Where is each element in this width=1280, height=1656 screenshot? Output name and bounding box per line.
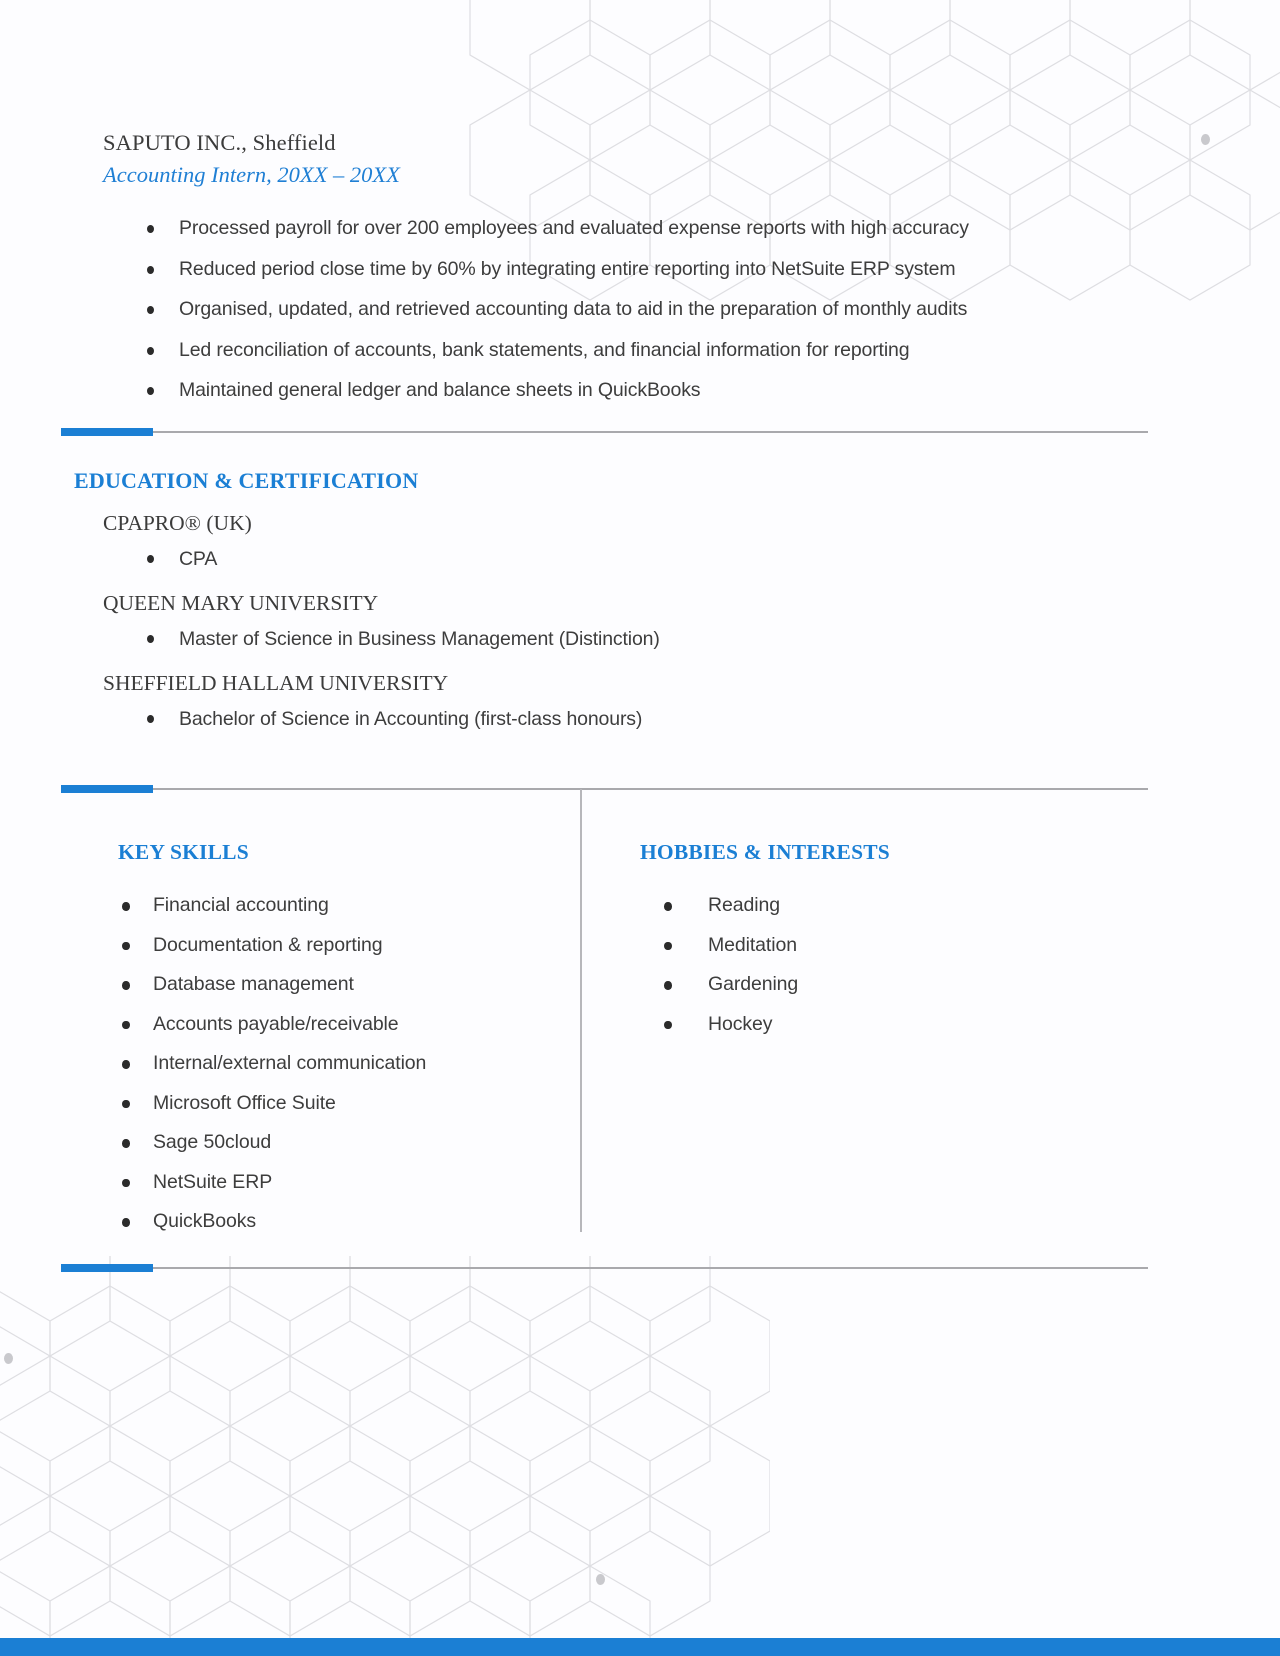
list-item: Accounts payable/receivable — [118, 1005, 558, 1045]
hobbies-section — [640, 840, 1080, 1044]
key-skills-list — [118, 886, 558, 1242]
education-institution: CPAPRO® (UK) — [103, 511, 252, 535]
footer-accent-bar — [0, 1638, 1280, 1656]
divider-accent-stub — [61, 1264, 153, 1272]
list-item: Reduced period close time by 60% by integrating entire reporting into NetSuite ERP system — [103, 249, 1160, 290]
hobbies-list — [640, 886, 1080, 1044]
divider-rule — [61, 1267, 1148, 1269]
experience-bullet-list — [103, 208, 1160, 411]
education-institution: SHEFFIELD HALLAM UNIVERSITY — [103, 671, 449, 696]
key-skills-section — [118, 840, 558, 1242]
education-institution: QUEEN MARY UNIVERSITY — [103, 591, 379, 616]
list-item: CPA — [103, 542, 1160, 576]
education-bullet-list — [103, 542, 1160, 576]
list-item: Gardening — [640, 965, 1080, 1005]
section-heading-education: EDUCATION & CERTIFICATION — [74, 468, 419, 493]
education-bullet-list — [103, 702, 1160, 736]
divider-accent-stub — [61, 428, 153, 436]
list-item: Microsoft Office Suite — [118, 1084, 558, 1124]
section-heading-key-skills: KEY SKILLS — [118, 840, 249, 864]
experience-entry — [103, 128, 1160, 411]
section-divider-education — [61, 428, 1148, 436]
divider-rule — [61, 788, 1148, 790]
list-item: Master of Science in Business Management (Distinction) — [103, 622, 1160, 656]
list-item: Processed payroll for over 200 employees and evaluated expense reports with high accuracy — [103, 208, 1160, 249]
list-item: Database management — [118, 965, 558, 1005]
experience-organization: SAPUTO INC., Sheffield — [103, 130, 336, 155]
section-divider-footer — [61, 1264, 1148, 1272]
divider-accent-stub — [61, 785, 153, 793]
section-divider-skills — [61, 785, 1148, 793]
list-item: Maintained general ledger and balance sheets in QuickBooks — [103, 370, 1160, 411]
list-item: Financial accounting — [118, 886, 558, 926]
list-item: NetSuite ERP — [118, 1163, 558, 1203]
list-item: Bachelor of Science in Accounting (first-class honours) — [103, 702, 1160, 736]
education-entry — [103, 669, 1160, 736]
list-item: Hockey — [640, 1005, 1080, 1045]
list-item: Internal/external communication — [118, 1044, 558, 1084]
list-item: Organised, updated, and retrieved accounting data to aid in the preparation of monthly audits — [103, 289, 1160, 330]
list-item: Reading — [640, 886, 1080, 926]
list-item: Sage 50cloud — [118, 1123, 558, 1163]
section-heading-hobbies: HOBBIES & INTERESTS — [640, 840, 890, 864]
list-item: Documentation & reporting — [118, 926, 558, 966]
list-item: Led reconciliation of accounts, bank statements, and financial information for reporting — [103, 330, 1160, 371]
education-entry — [103, 589, 1160, 656]
column-divider — [580, 789, 582, 1232]
education-bullet-list — [103, 622, 1160, 656]
experience-job-title: Accounting Intern, 20XX – 20XX — [103, 162, 400, 188]
list-item: QuickBooks — [118, 1202, 558, 1242]
education-entry — [103, 509, 1160, 576]
list-item: Meditation — [640, 926, 1080, 966]
education-entries — [103, 509, 1160, 736]
divider-rule — [61, 431, 1148, 433]
